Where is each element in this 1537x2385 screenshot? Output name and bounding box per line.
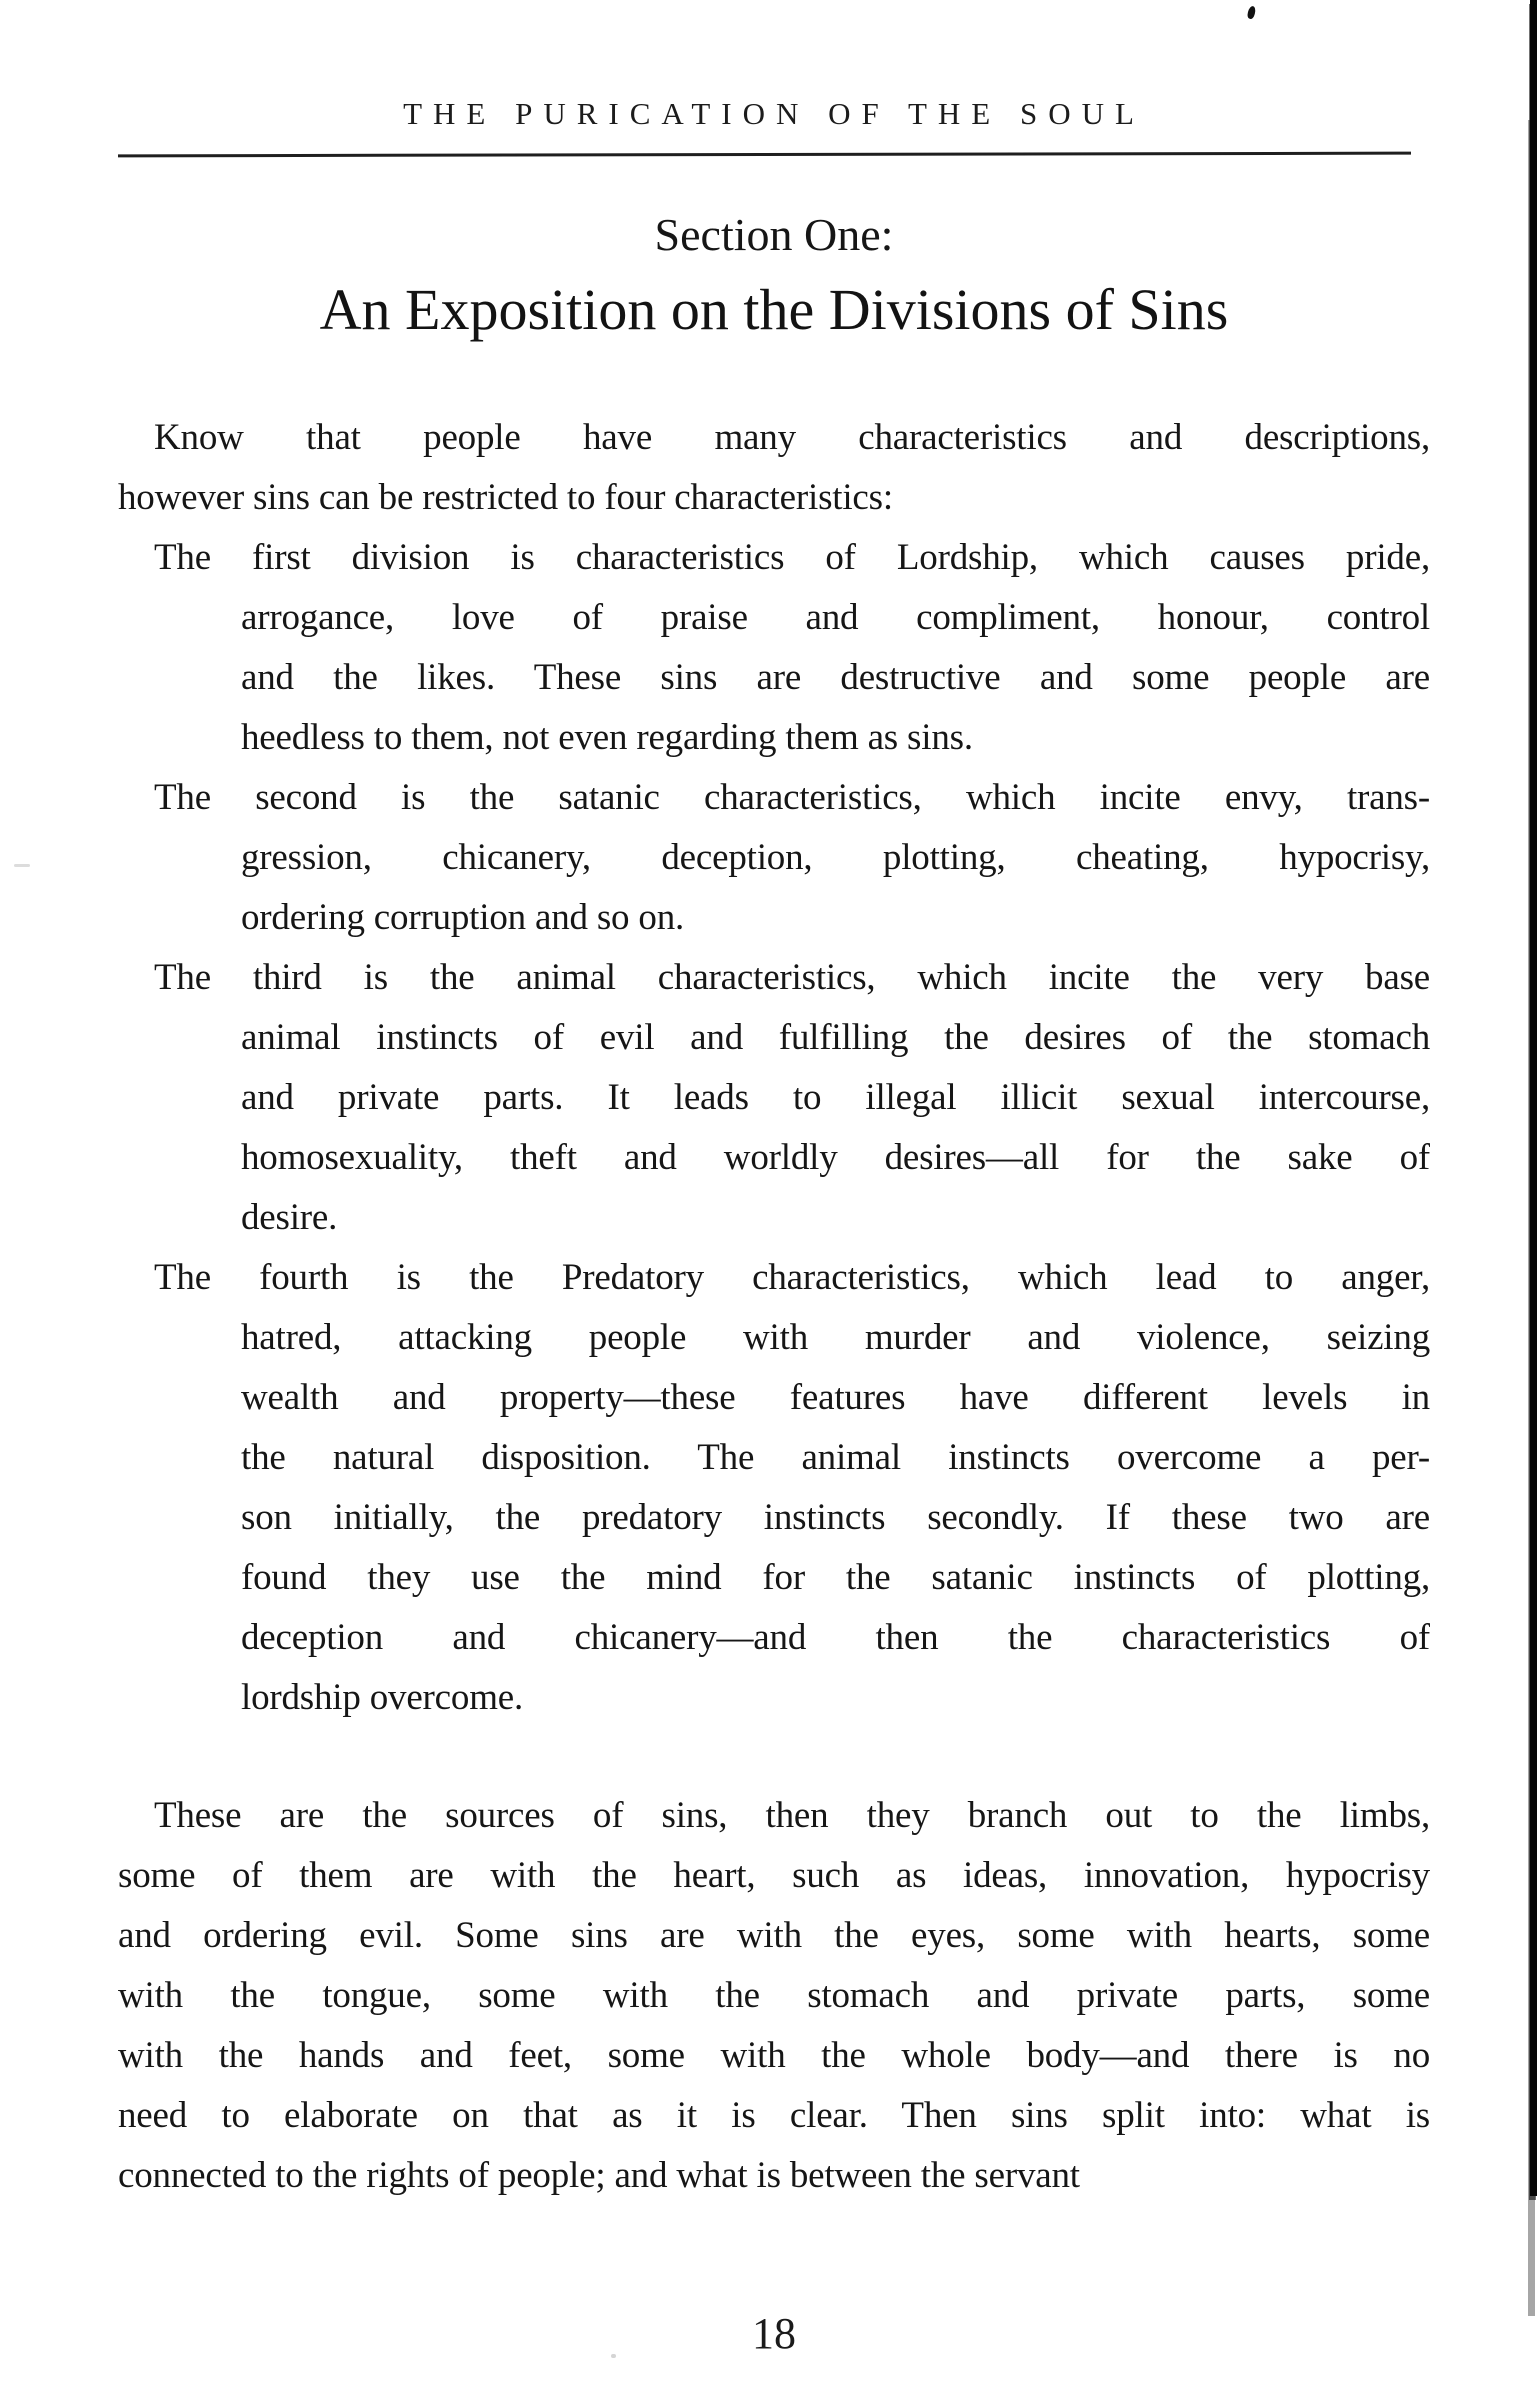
- body-line: and the likes. These sins are destructive and some people are: [241, 657, 1430, 698]
- page-number: 18: [752, 2309, 796, 2358]
- body-line: homosexuality, theft and worldly desires—all for the sake of: [241, 1137, 1430, 1178]
- scan-speck: [611, 2354, 616, 2358]
- body-line: and private parts. It leads to illegal illicit sexual intercourse,: [241, 1077, 1430, 1118]
- body-line: found they use the mind for the satanic instincts of plotting,: [241, 1557, 1430, 1598]
- body-line: The fourth is the Predatory characteristics, which lead to anger,: [154, 1257, 1430, 1298]
- body-line: The third is the animal characteristics, which incite the very base: [154, 957, 1430, 998]
- paragraph: [118, 408, 1430, 528]
- body-line: heedless to them, not even regarding them as sins.: [241, 717, 973, 758]
- paragraph: [118, 1786, 1430, 2206]
- body-line: son initially, the predatory instincts secondly. If these two are: [241, 1497, 1430, 1538]
- body-line: Know that people have many characteristics and descriptions,: [154, 417, 1430, 458]
- scan-speck: [14, 864, 30, 867]
- body-line: some of them are with the heart, such as ideas, innovation, hypocrisy: [118, 1855, 1430, 1896]
- body-line: and ordering evil. Some sins are with the eyes, some with hearts, some: [118, 1915, 1430, 1956]
- body-line: lordship overcome.: [241, 1677, 524, 1718]
- body-line: arrogance, love of praise and compliment, honour, control: [241, 597, 1430, 638]
- body-line: ordering corruption and so on.: [241, 897, 685, 938]
- body-line: with the hands and feet, some with the whole body—and there is no: [118, 2035, 1430, 2076]
- body-line: wealth and property—these features have different levels in: [241, 1377, 1430, 1418]
- body-line: The first division is characteristics of Lordship, which causes pride,: [154, 537, 1430, 578]
- section-kicker: Section One:: [654, 209, 894, 260]
- body-line: the natural disposition. The animal instincts overcome a per-: [241, 1437, 1430, 1478]
- body-line: connected to the rights of people; and what is between the servant: [118, 2155, 1080, 2196]
- body-line: These are the sources of sins, then they branch out to the limbs,: [154, 1795, 1430, 1836]
- paragraph: [118, 528, 1430, 768]
- ink-speck: [1247, 5, 1257, 19]
- body-line: desire.: [241, 1197, 338, 1238]
- header-rule: [118, 152, 1411, 158]
- body-line: deception and chicanery—and then the characteristics of: [241, 1617, 1430, 1658]
- body-line: gression, chicanery, deception, plotting, cheating, hypocrisy,: [241, 837, 1430, 878]
- body-line: animal instincts of evil and fulfilling the desires of the stomach: [241, 1017, 1430, 1058]
- body-line: with the tongue, some with the stomach and private parts, some: [118, 1975, 1430, 2016]
- paragraph: [118, 948, 1430, 1248]
- body-text: [118, 408, 1430, 2206]
- running-header: THE PURICATION OF THE SOUL: [403, 96, 1145, 131]
- body-line: however sins can be restricted to four characteristics:: [118, 477, 893, 518]
- body-line: The second is the satanic characteristics, which incite envy, trans-: [154, 777, 1430, 818]
- body-line: need to elaborate on that as it is clear. Then sins split into: what is: [118, 2095, 1430, 2136]
- section-title: An Exposition on the Divisions of Sins: [319, 277, 1229, 342]
- paragraph: [118, 768, 1430, 948]
- scan-artifact-bar: [1530, 0, 1537, 2196]
- body-line: hatred, attacking people with murder and violence, seizing: [241, 1317, 1430, 1358]
- paragraph: [118, 1248, 1430, 1728]
